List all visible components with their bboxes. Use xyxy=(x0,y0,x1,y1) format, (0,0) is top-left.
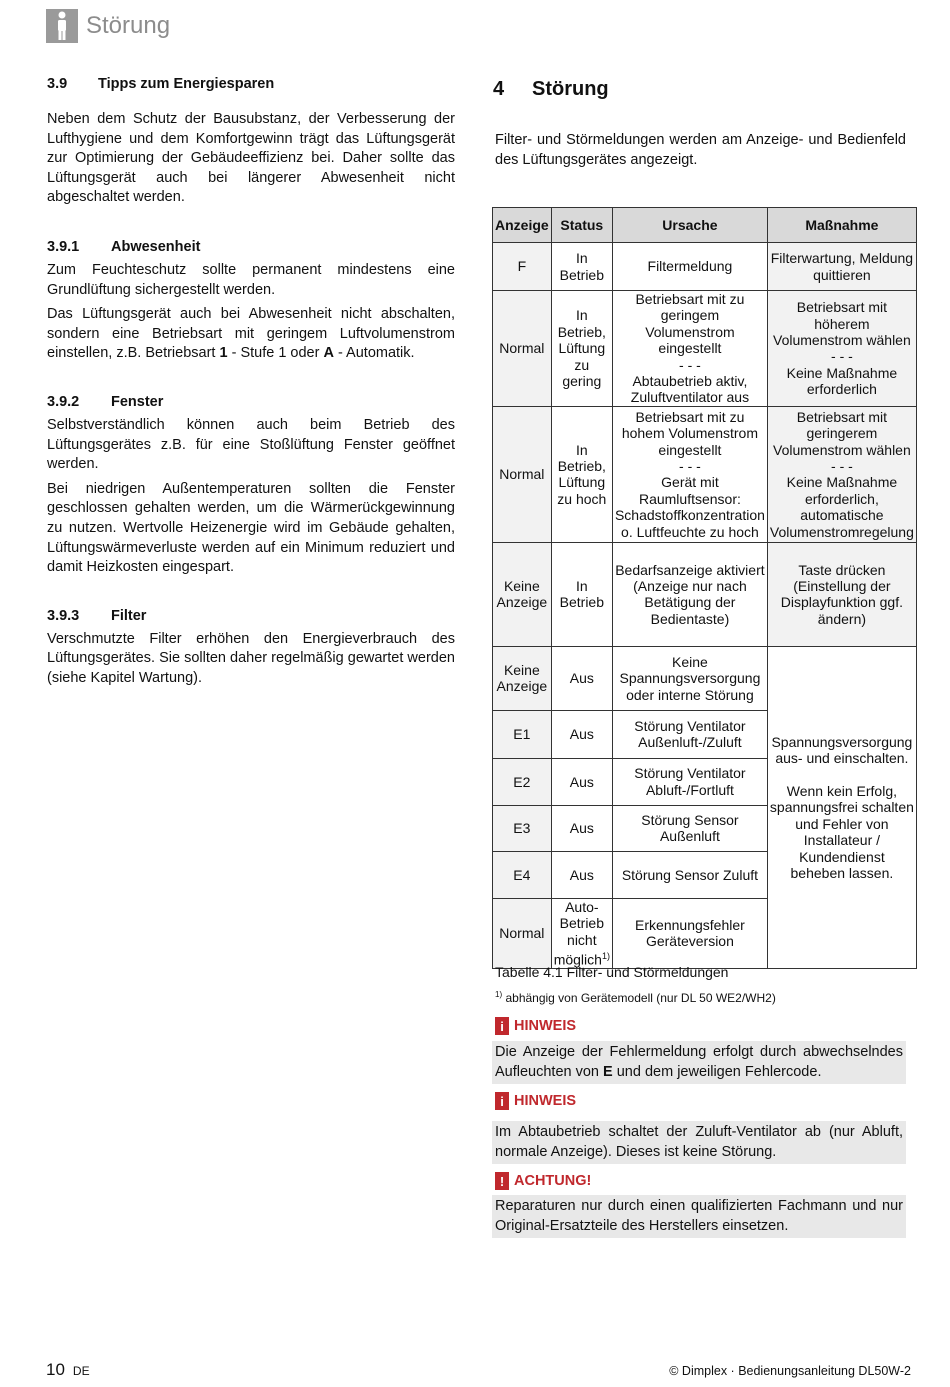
cell-ursache: Störung Sensor Außenluft xyxy=(612,805,767,851)
cell-anzeige: E4 xyxy=(493,851,552,898)
cell-anzeige: E2 xyxy=(493,758,552,805)
cell-anzeige: Normal xyxy=(493,406,552,542)
cell-status: In Betrieb xyxy=(551,243,612,291)
page-number: 10 xyxy=(46,1360,65,1379)
paragraph: Zum Feuchteschutz sollte permanent mindestens eine Grundlüftung sichergestellt werden. xyxy=(47,261,455,298)
note-heading xyxy=(495,1092,576,1110)
paragraph: Neben dem Schutz der Bausubstanz, der Verbesserung der Lufthygiene und dem Komfortgewinn trägt das Lüftungsgerät zur Optimierung der Gebäudeeffizienz bei. Daher sollte das Lüftungsgerät auch bei längerer Abwesenheit nicht abgeschaltet werden. xyxy=(47,111,455,206)
column-header: Status xyxy=(551,208,612,243)
warning-heading xyxy=(495,1172,591,1190)
cell-status: Aus xyxy=(551,851,612,898)
table-row xyxy=(493,291,917,407)
cell-massnahme: Taste drücken (Einstellung der Displayfunktion ggf. ändern) xyxy=(767,542,916,646)
cell-ursache: Störung Sensor Zuluft xyxy=(612,851,767,898)
cell-massnahme-merged: Spannungsversorgung aus- und einschalten. Wenn kein Erfolg, spannungsfrei schalten und Fehler von Installateur / Kundendienst beheben lassen. xyxy=(767,646,916,968)
table-row xyxy=(493,542,917,646)
chapter-title: Störung xyxy=(532,78,609,100)
cell-massnahme: Betriebsart mit höherem Volumenstrom wählen - - - Keine Maßnahme erforderlich xyxy=(767,291,916,407)
subsection-title: Fenster xyxy=(111,393,164,410)
section-title: Tipps zum Energiesparen xyxy=(98,76,275,92)
note-label: HINWEIS xyxy=(514,1093,577,1109)
display-symbol: A xyxy=(323,345,334,362)
info-icon: i xyxy=(495,1017,509,1035)
footnote-mark: 1) xyxy=(495,990,503,999)
paragraph: Verschmutzte Filter erhöhen den Energieverbrauch des Lüftungsgerätes. Sie sollten daher regelmäßig gewartet werden (siehe Kapitel Wartung). xyxy=(47,630,455,686)
language-code: DE xyxy=(72,1364,90,1378)
table-row xyxy=(493,243,917,291)
note-text xyxy=(492,1041,906,1084)
cell-status: In Betrieb, Lüftung zu gering xyxy=(551,291,612,407)
left-column xyxy=(47,76,455,688)
fault-table xyxy=(492,207,917,969)
page-footer-left xyxy=(46,1360,90,1380)
cell-anzeige: E3 xyxy=(493,805,552,851)
cell-anzeige: Keine Anzeige xyxy=(493,542,552,646)
note-label: HINWEIS xyxy=(514,1018,577,1034)
cell-ursache: Störung Ventilator Abluft-/Fortluft xyxy=(612,758,767,805)
subsection-heading xyxy=(47,239,455,255)
cell-ursache: Filtermeldung xyxy=(612,243,767,291)
display-symbol: E xyxy=(603,1063,613,1080)
text-run: - Stufe 1 oder xyxy=(227,345,324,362)
paragraph xyxy=(47,305,455,364)
right-column xyxy=(493,76,911,170)
table-caption: Tabelle 4.1 Filter- und Störmeldungen xyxy=(495,964,729,980)
display-symbol: 1 xyxy=(219,345,228,362)
cell-status: Aus xyxy=(551,646,612,710)
info-icon: i xyxy=(495,1092,509,1110)
cell-ursache: Betriebsart mit zu geringem Volumenstrom eingestellt - - - Abtaubetrieb aktiv, Zuluftventilator aus xyxy=(612,291,767,407)
note-label: ACHTUNG! xyxy=(514,1173,592,1189)
warning-icon: ! xyxy=(495,1172,509,1190)
table-row xyxy=(493,646,917,710)
cell-status: Aus xyxy=(551,710,612,758)
note-text: Im Abtaubetrieb schaltet der Zuluft-Ventilator ab (nur Abluft, normale Anzeige). Dieses ist keine Störung. xyxy=(492,1121,906,1164)
note-heading xyxy=(495,1017,576,1035)
cell-status: Aus xyxy=(551,758,612,805)
column-header: Maßnahme xyxy=(767,208,916,243)
text-run: Das Lüftungsgerät auch bei Abwesenheit nicht abschalten, sondern eine Betriebsart mit geringem Luftvolumenstrom einstellen, z.B. Betriebsart xyxy=(47,306,455,362)
table-footnote xyxy=(495,990,776,1005)
cell-anzeige: Normal xyxy=(493,291,552,407)
warning-text: Reparaturen nur durch einen qualifizierten Fachmann und nur Original-Ersatzteile des Herstellers einsetzen. xyxy=(492,1195,906,1238)
status-text: Auto-Betrieb nicht möglich xyxy=(553,898,604,968)
header-title: Störung xyxy=(86,12,171,39)
paragraph: Selbstverständlich können auch beim Betrieb des Lüftungsgerätes z.B. für eine Stoßlüftung Fenster geöffnet werden. xyxy=(47,416,455,473)
page-header xyxy=(46,9,170,43)
section-heading xyxy=(47,76,455,98)
cell-ursache: Bedarfsanzeige aktiviert (Anzeige nur nach Betätigung der Bedientaste) xyxy=(612,542,767,646)
subsection-number: 3.9.1 xyxy=(47,238,80,255)
subsection-number: 3.9.3 xyxy=(47,607,80,624)
footnote-text: abhängig von Gerätemodell (nur DL 50 WE2/WH2) xyxy=(505,991,776,1005)
table-header-row xyxy=(493,208,917,243)
column-header: Ursache xyxy=(612,208,767,243)
cell-ursache: Störung Ventilator Außenluft-/Zuluft xyxy=(612,710,767,758)
cell-status xyxy=(551,898,612,968)
footnote-ref: 1) xyxy=(601,951,610,962)
cell-massnahme: Filterwartung, Meldung quittieren xyxy=(767,243,916,291)
section-number: 3.9 xyxy=(47,76,68,92)
cell-anzeige: Keine Anzeige xyxy=(493,646,552,710)
person-icon xyxy=(46,9,78,43)
cell-anzeige: E1 xyxy=(493,710,552,758)
subsection-title: Filter xyxy=(111,607,147,624)
cell-status: In Betrieb xyxy=(551,542,612,646)
subsection-heading xyxy=(47,608,455,624)
cell-status: In Betrieb, Lüftung zu hoch xyxy=(551,406,612,542)
table-row xyxy=(493,406,917,542)
cell-ursache: Keine Spannungsversorgung oder interne Störung xyxy=(612,646,767,710)
cell-massnahme: Betriebsart mit geringerem Volumenstrom wählen - - - Keine Maßnahme erforderlich, automatische Volumenstromregelung xyxy=(767,406,916,542)
column-header: Anzeige xyxy=(493,208,552,243)
text-run: und dem jeweiligen Fehlercode. xyxy=(612,1063,822,1080)
cell-ursache: Erkennungsfehler Geräteversion xyxy=(612,898,767,968)
text-run: - Automatik. xyxy=(333,345,415,362)
page-footer-right: © Dimplex · Bedienungsanleitung DL50W-2 xyxy=(669,1364,911,1378)
cell-ursache: Betriebsart mit zu hohem Volumenstrom eingestellt - - - Gerät mit Raumluftsensor: Schadstoffkonzentration o. Luftfeuchte zu hoch xyxy=(612,406,767,542)
chapter-number: 4 xyxy=(493,78,505,100)
subsection-heading xyxy=(47,394,455,410)
subsection-number: 3.9.2 xyxy=(47,393,80,410)
subsection-title: Abwesenheit xyxy=(111,238,201,255)
cell-status: Aus xyxy=(551,805,612,851)
text-run: Die Anzeige der Fehlermeldung erfolgt durch abwechselndes Aufleuchten von xyxy=(495,1044,903,1080)
cell-anzeige: Normal xyxy=(493,898,552,968)
intro-paragraph: Filter- und Störmeldungen werden am Anzeige- und Bedienfeld des Lüftungsgerätes angezeigt. xyxy=(495,132,906,168)
paragraph: Bei niedrigen Außentemperaturen sollten die Fenster geschlossen gehalten werden, um die Wärmerückgewinnung zu nutzen. Wertvolle Heizenergie wird im Gebäude gehalten, Lüftungswärmeverluste werden auf ein Minimum reduziert und damit Heizkosten eingespart. xyxy=(47,480,455,576)
cell-anzeige: F xyxy=(493,243,552,291)
chapter-heading xyxy=(493,78,911,101)
